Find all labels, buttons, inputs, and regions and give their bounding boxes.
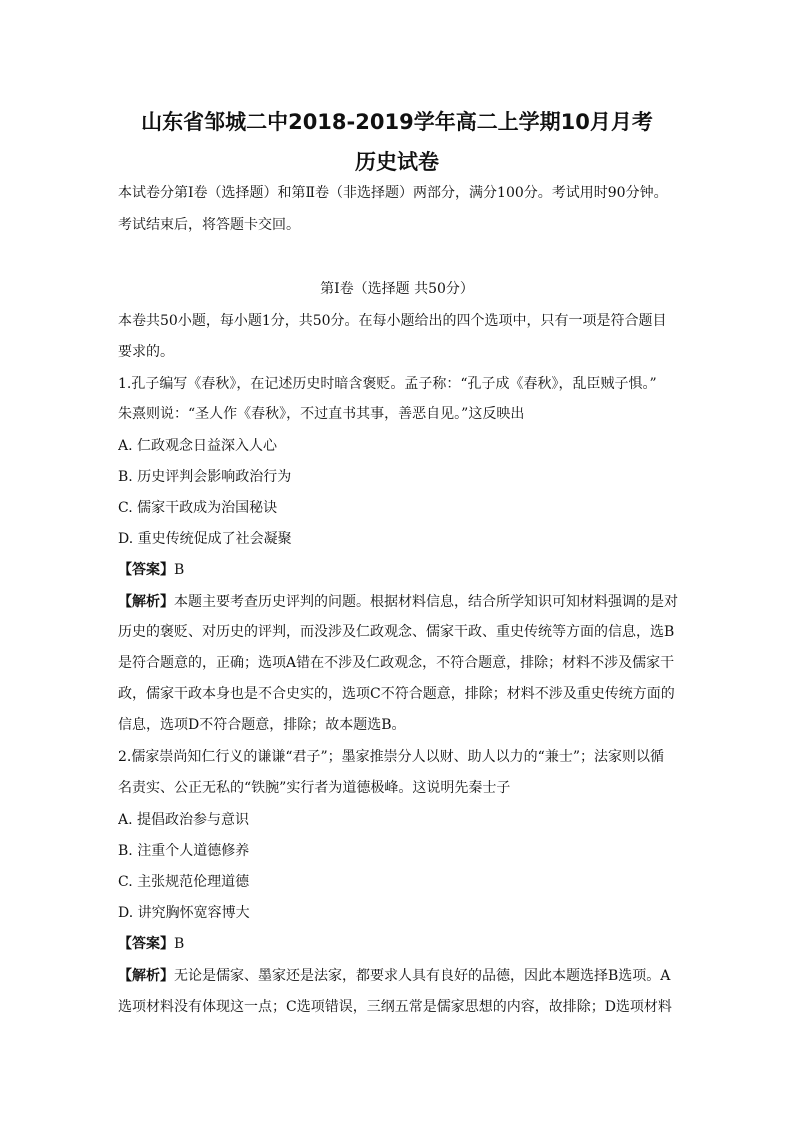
question-option: C. 主张规范伦理道德 (118, 874, 250, 890)
intro-line: 考试结束后，将答题卡交回。 (118, 217, 300, 233)
analysis-line (118, 966, 684, 986)
section-description: 本卷共50小题，每小题1分，共50分。在每小题给出的四个选项中，只有一项是符合题目 (118, 313, 667, 329)
analysis-text: 本题主要考查历史评判的问题。根据材料信息，结合所学知识可知材料强调的是对 (174, 594, 678, 610)
section-description: 要求的。 (118, 344, 174, 360)
answer-value: B (174, 562, 185, 578)
document-title: 山东省邹城二中2018-2019学年高二上学期10月月考 (141, 110, 653, 134)
document-subtitle: 历史试卷 (355, 150, 439, 174)
answer-value: B (174, 936, 185, 952)
answer-tag: 【答案】 (118, 936, 174, 952)
intro-line: 本试卷分第Ⅰ卷（选择题）和第Ⅱ卷（非选择题）两部分，满分100分。考试用时90分钟。 (118, 185, 668, 201)
question-option: B. 历史评判会影响政治行为 (118, 469, 292, 485)
analysis-text: 无论是儒家、墨家还是法家，都要求人具有良好的品德，因此本题选择B选项。A (174, 968, 671, 984)
question-stem: 1.孔子编写《春秋》，在记述历史时暗含褒贬。孟子称：“孔子成《春秋》，乱臣贼子惧。” (118, 376, 657, 392)
answer-tag: 【答案】 (118, 562, 174, 578)
analysis-text: 信息，选项D不符合题意，排除；故本题选B。 (118, 717, 406, 733)
analysis-tag: 【解析】 (118, 594, 174, 610)
question-option: B. 注重个人道德修养 (118, 843, 250, 859)
question-option: D. 重史传统促成了社会凝聚 (118, 531, 292, 547)
analysis-text: 政，儒家干政本身也是不合史实的，选项C不符合题意，排除；材料不涉及重史传统方面的 (118, 686, 675, 702)
analysis-text: 是符合题意的，正确；选项A错在不涉及仁政观念，不符合题意，排除；材料不涉及儒家干 (118, 655, 675, 671)
question-stem: 朱熹则说：“圣人作《春秋》，不过直书其事，善恶自见。”这反映出 (118, 406, 525, 422)
question-option: C. 儒家干政成为治国秘诀 (118, 500, 278, 516)
analysis-tag: 【解析】 (118, 968, 174, 984)
question-option: A. 提倡政治参与意识 (118, 812, 250, 828)
question-stem: 名责实、公正无私的“铁腕”实行者为道德极峰。这说明先秦士子 (118, 780, 511, 796)
answer-line (118, 934, 684, 954)
analysis-text: 选项材料没有体现这一点；C选项错误，三纲五常是儒家思想的内容，故排除；D选项材料 (118, 999, 672, 1015)
analysis-text: 历史的褒贬、对历史的评判，而没涉及仁政观念、儒家干政、重史传统等方面的信息，选B (118, 624, 675, 640)
section-heading: 第Ⅰ卷（选择题 共50分） (320, 281, 474, 297)
answer-line (118, 560, 684, 580)
question-option: A. 仁政观念日益深入人心 (118, 438, 278, 454)
analysis-line (118, 592, 684, 612)
question-option: D. 讲究胸怀宽容博大 (118, 905, 250, 921)
question-stem: 2.儒家崇尚知仁行义的谦谦“君子”；墨家推崇分人以财、助人以力的“兼士”；法家则以循 (118, 749, 664, 765)
